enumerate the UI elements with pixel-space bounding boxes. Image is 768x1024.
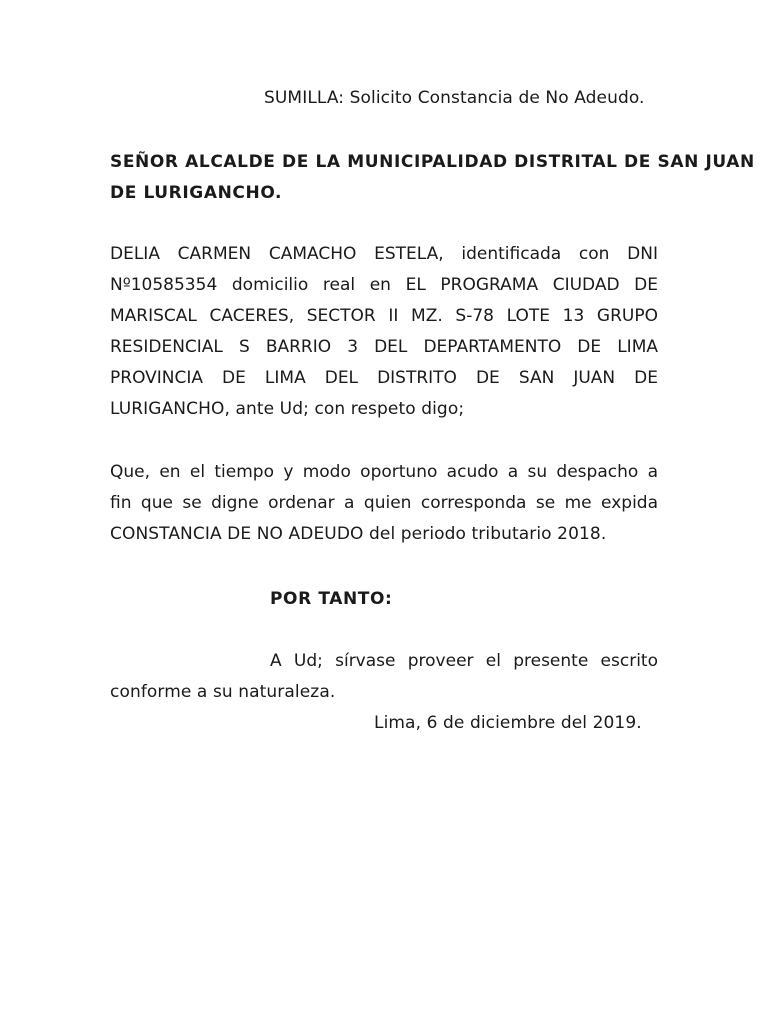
request-line-2: fin que se digne ordenar a quien corresponda se me expida (110, 493, 658, 513)
request-line-1: Que, en el tiempo y modo oportuno acudo a su despacho a (110, 462, 658, 482)
intro-line-3: MARISCAL CACERES, SECTOR II MZ. S-78 LOTE 13 GRUPO (110, 306, 658, 326)
closing-line-1: A Ud; sírvase proveer el presente escrito (270, 651, 658, 671)
closing-line-2: conforme a su naturaleza. (110, 682, 336, 702)
intro-line-6: LURIGANCHO, ante Ud; con respeto digo; (110, 399, 465, 419)
intro-line-2: Nº10585354 domicilio real en EL PROGRAMA CIUDAD DE (110, 275, 658, 295)
addressee-line-1: SEÑOR ALCALDE DE LA MUNICIPALIDAD DISTRITAL DE SAN JUAN (110, 152, 755, 172)
por-tanto-heading: POR TANTO: (270, 589, 393, 609)
sumilla-line: SUMILLA: Solicito Constancia de No Adeudo. (264, 88, 645, 108)
addressee-line-2: DE LURIGANCHO. (110, 183, 283, 203)
intro-line-5: PROVINCIA DE LIMA DEL DISTRITO DE SAN JUAN DE (110, 368, 658, 388)
intro-line-1: DELIA CARMEN CAMACHO ESTELA, identificada con DNI (110, 244, 658, 264)
request-line-3: CONSTANCIA DE NO ADEUDO del periodo tributario 2018. (110, 524, 607, 544)
date-line: Lima, 6 de diciembre del 2019. (374, 713, 642, 733)
intro-line-4: RESIDENCIAL S BARRIO 3 DEL DEPARTAMENTO DE LIMA (110, 337, 658, 357)
